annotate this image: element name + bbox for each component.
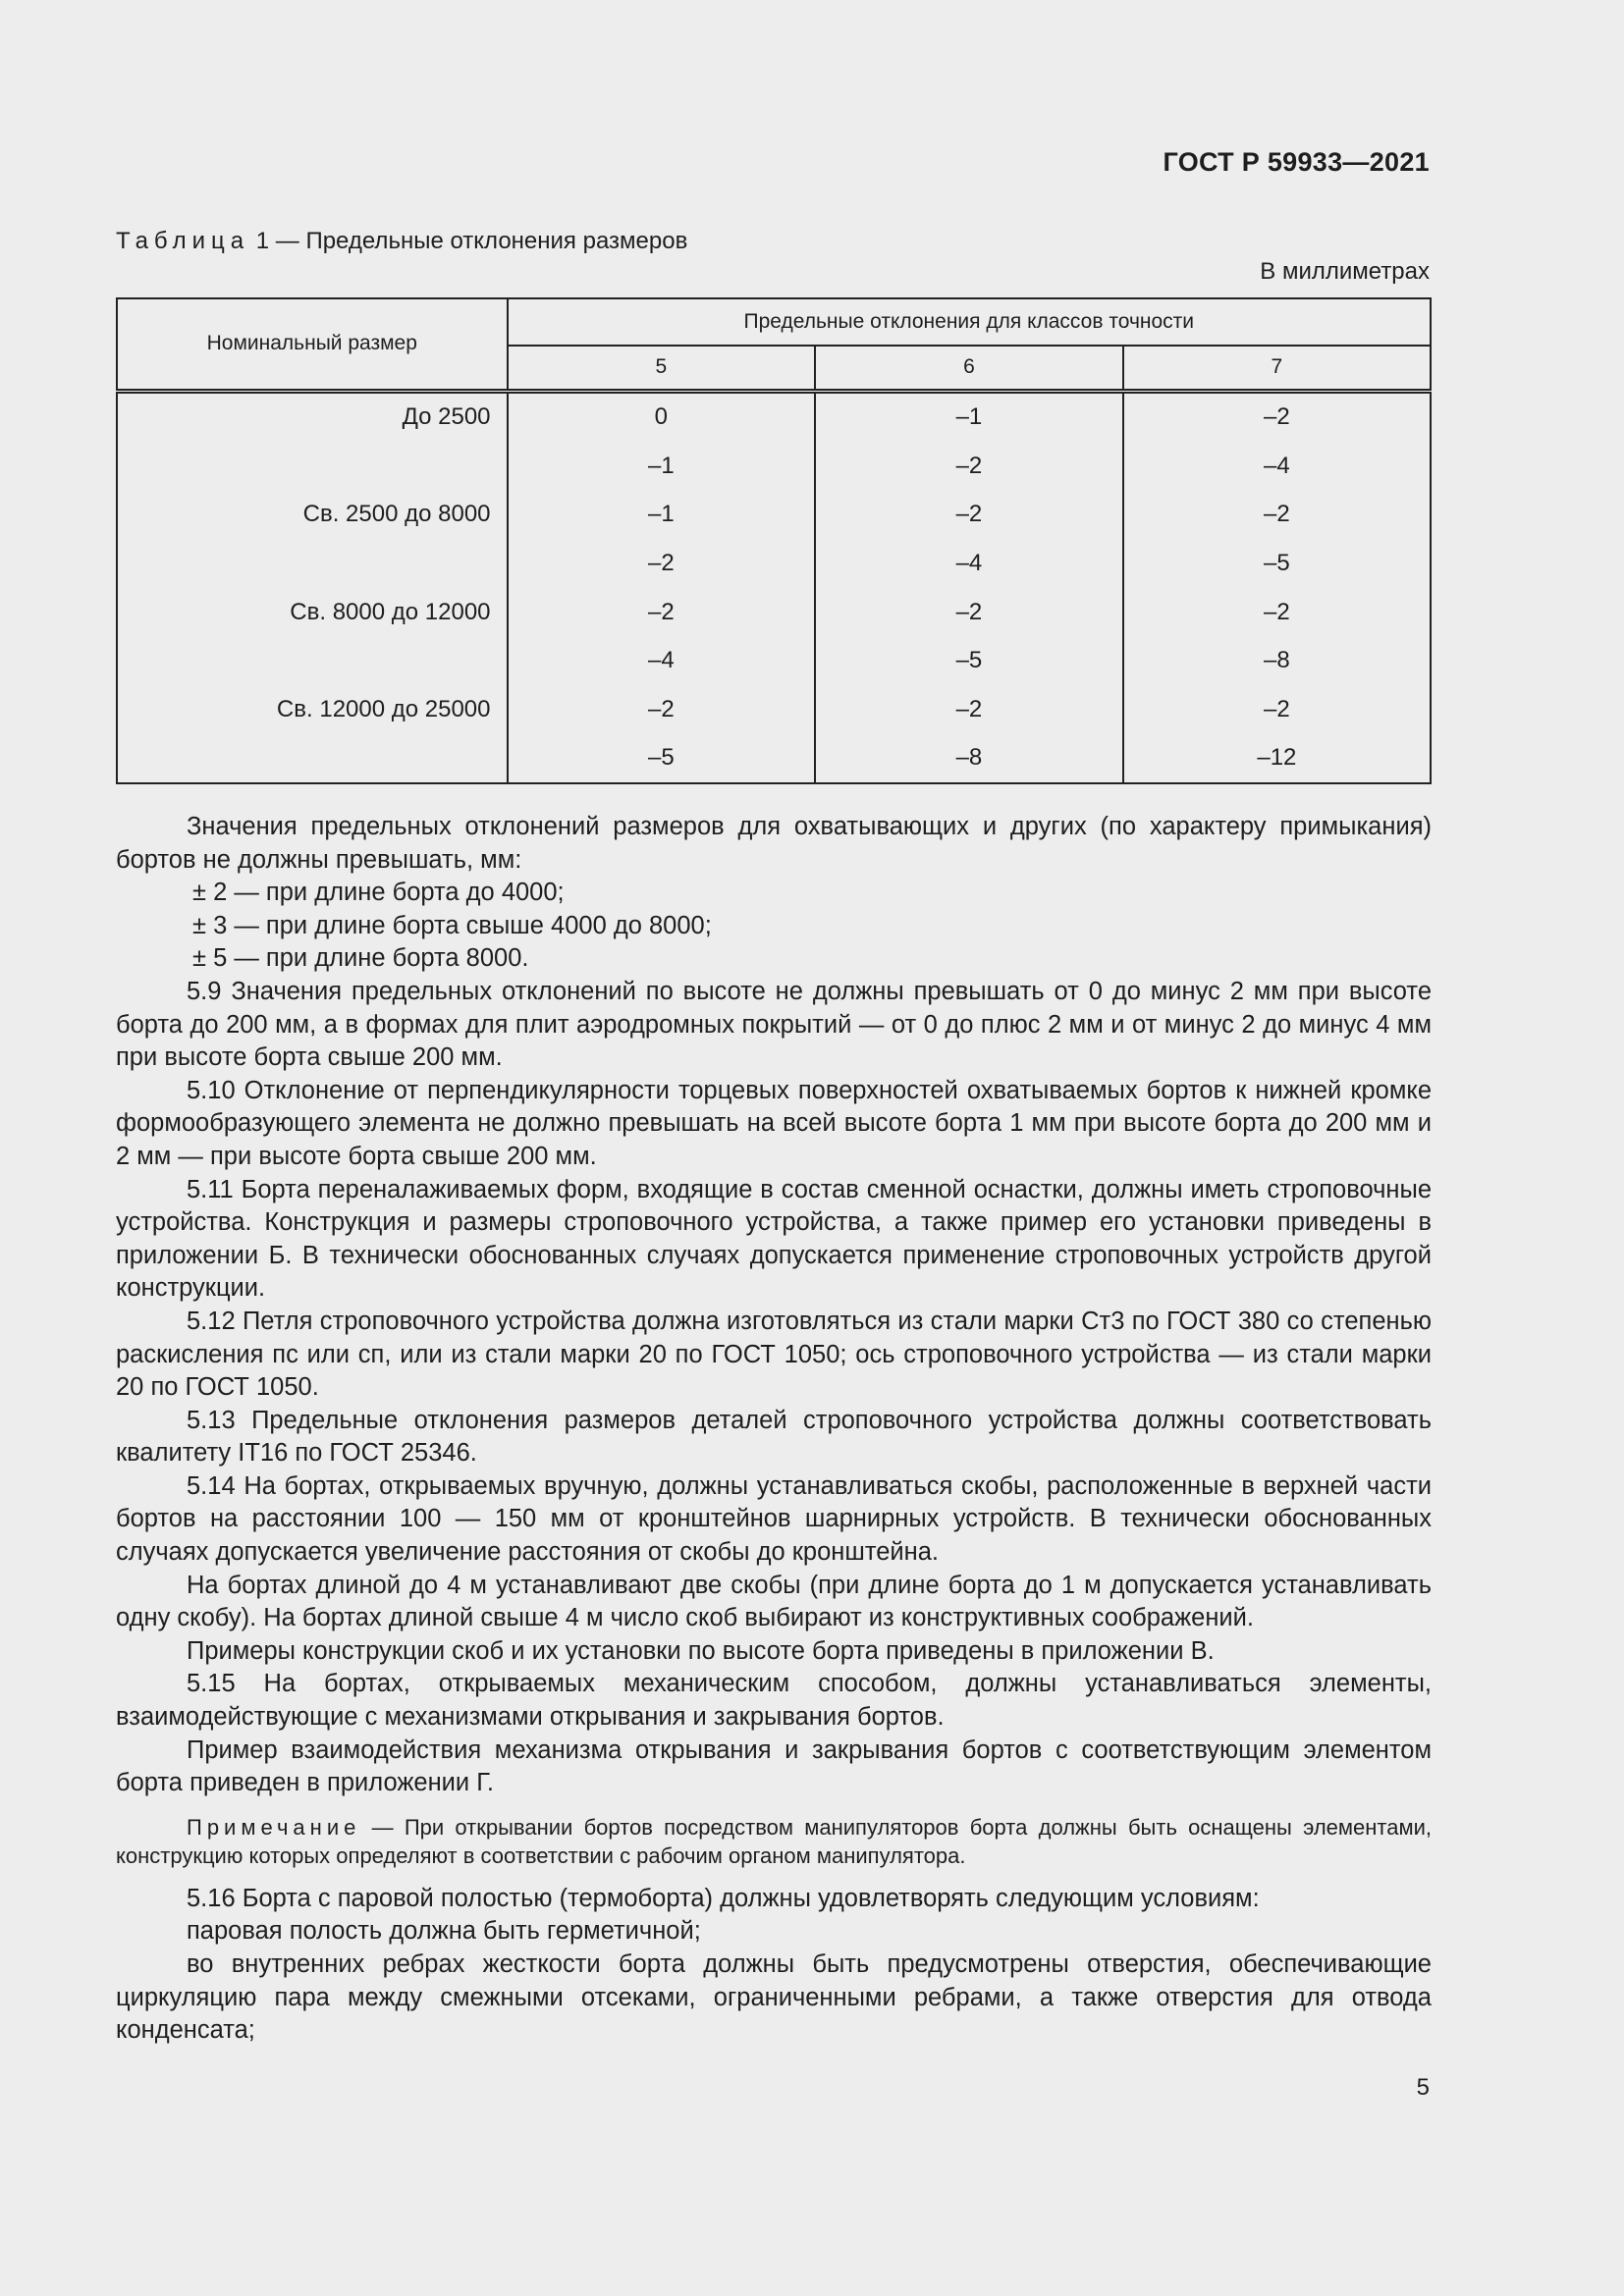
nominal-size-cell: [117, 539, 508, 588]
table-row: [117, 685, 1431, 734]
class-5-cell: –4: [508, 636, 816, 685]
table-caption-label: Таблица: [116, 228, 250, 254]
list-item: ± 2 — при длине борта до 4000;: [192, 879, 565, 907]
class-7-cell: –8: [1123, 636, 1431, 685]
column-header-class-5: 5: [508, 346, 816, 391]
table-row: [117, 391, 1431, 442]
clause-5-11: 5.11 Борта переналаживаемых форм, входящие в состав сменной оснастки, должны иметь строповочные устройства. Конструкция и размеры строповочного устройства, а также пример его установки приведены в приложении Б. В технически обоснованных случаях допускается применение строповочных устройств другой конструкции.: [116, 1175, 1432, 1303]
class-6-cell: –2: [815, 491, 1123, 540]
table-units: В миллиметрах: [1260, 258, 1430, 285]
column-header-class-7: 7: [1123, 346, 1431, 391]
deviation-table: [116, 297, 1432, 784]
table-row: [117, 734, 1431, 784]
clause-5-9: 5.9 Значения предельных отклонений по высоте не должны превышать от 0 до минус 2 мм при высоте борта до 200 мм, а в формах для плит аэродромных покрытий — от 0 до плюс 2 мм и от минус 2 до минус 4 мм при высоте борта свыше 200 мм.: [116, 977, 1432, 1072]
nominal-size-cell: [117, 734, 508, 784]
class-6-cell: –2: [815, 588, 1123, 637]
clause-5-10: 5.10 Отклонение от перпендикулярности торцевых поверхностей охватываемых бортов к нижней кромке формообразующего элемента не должно превышать на всей высоте борта 1 мм при высоте борта до 200 мм и 2 мм — при высоте борта свыше 200 мм.: [116, 1076, 1432, 1170]
table-caption: [116, 228, 687, 255]
class-6-cell: –2: [815, 442, 1123, 491]
class-7-cell: –2: [1123, 685, 1431, 734]
list-item: ± 3 — при длине борта свыше 4000 до 8000;: [192, 911, 712, 939]
table-row: [117, 588, 1431, 637]
page-number: 5: [1416, 2074, 1430, 2101]
standard-code: ГОСТ Р 59933—2021: [1163, 147, 1430, 177]
clause-5-16-condition-1: паровая полость должна быть герметичной;: [187, 1917, 701, 1946]
class-6-cell: –5: [815, 636, 1123, 685]
note: [116, 1813, 1432, 1870]
class-7-cell: –12: [1123, 734, 1431, 784]
class-6-cell: –4: [815, 539, 1123, 588]
class-5-cell: 0: [508, 391, 816, 442]
class-5-cell: –1: [508, 442, 816, 491]
table-row: [117, 491, 1431, 540]
clause-5-15: 5.15 На бортах, открываемых механическим способом, должны устанавливаться элементы, взаимодействующие с механизмами открывания и закрывания бортов.: [116, 1670, 1432, 1732]
class-7-cell: –2: [1123, 588, 1431, 637]
class-7-cell: –5: [1123, 539, 1431, 588]
clause-5-14-continued: На бортах длиной до 4 м устанавливают две скобы (при длине борта до 1 м допускается устанавливать одну скобу). На бортах длиной свыше 4 м число скоб выбирают из конструктивных соображений.: [116, 1571, 1432, 1632]
clause-5-16-condition-2: во внутренних ребрах жесткости борта должны быть предусмотрены отверстия, обеспечивающие циркуляцию пара между смежными отсеками, ограниченными ребрами, а также отверстия для отвода конденсата;: [116, 1950, 1432, 2045]
column-header-deviation-group: Предельные отклонения для классов точности: [508, 298, 1431, 346]
column-header-nominal-size: Номинальный размер: [117, 298, 508, 391]
column-header-class-6: 6: [815, 346, 1123, 391]
list-item: ± 5 — при длине борта 8000.: [192, 944, 529, 973]
class-5-cell: –2: [508, 588, 816, 637]
nominal-size-cell: Св. 8000 до 12000: [117, 588, 508, 637]
class-5-cell: –5: [508, 734, 816, 784]
table-caption-text: 1 — Предельные отклонения размеров: [249, 228, 688, 254]
nominal-size-cell: Св. 2500 до 8000: [117, 491, 508, 540]
class-7-cell: –2: [1123, 491, 1431, 540]
table-row: [117, 636, 1431, 685]
clause-5-16: 5.16 Борта с паровой полостью (термоборта) должны удовлетворять следующим условиям:: [187, 1884, 1260, 1912]
nominal-size-cell: До 2500: [117, 391, 508, 442]
clause-5-14: 5.14 На бортах, открываемых вручную, должны устанавливаться скобы, расположенные в верхней части бортов на расстоянии 100 — 150 мм от кронштейнов шарнирных устройств. В технически обоснованных случаях допускается увеличение расстояния от скобы до кронштейна.: [116, 1471, 1432, 1567]
class-6-cell: –1: [815, 391, 1123, 442]
nominal-size-cell: [117, 636, 508, 685]
table-row: [117, 442, 1431, 491]
class-5-cell: –1: [508, 491, 816, 540]
class-5-cell: –2: [508, 685, 816, 734]
class-6-cell: –8: [815, 734, 1123, 784]
clause-5-13: 5.13 Предельные отклонения размеров деталей строповочного устройства должны соответствовать квалитету IT16 по ГОСТ 25346.: [116, 1406, 1432, 1468]
note-text: — При открывании бортов посредством манипуляторов борта должны быть оснащены элементами, конструкцию которых определяют в соответствии с рабочим органом манипулятора.: [116, 1814, 1432, 1868]
body-text: [116, 811, 1432, 2048]
clause-5-12: 5.12 Петля строповочного устройства должна изготовляться из стали марки Ст3 по ГОСТ 380 со степенью раскисления пс или сп, или из стали марки 20 по ГОСТ 1050; ось строповочного устройства — из стали марки 20 по ГОСТ 1050.: [116, 1307, 1432, 1402]
note-label: Примечание: [187, 1814, 361, 1840]
clause-5-15-example: Пример взаимодействия механизма открывания и закрывания бортов с соответствующим элементом борта приведен в приложении Г.: [116, 1735, 1432, 1797]
clause-5-14-examples: Примеры конструкции скоб и их установки по высоте борта приведены в приложении В.: [187, 1636, 1215, 1665]
class-7-cell: –4: [1123, 442, 1431, 491]
class-6-cell: –2: [815, 685, 1123, 734]
nominal-size-cell: [117, 442, 508, 491]
class-7-cell: –2: [1123, 391, 1431, 442]
nominal-size-cell: Св. 12000 до 25000: [117, 685, 508, 734]
table-row: [117, 539, 1431, 588]
class-5-cell: –2: [508, 539, 816, 588]
paragraph-deviation-limits: Значения предельных отклонений размеров для охватывающих и других (по характеру примыкания) бортов не должны превышать, мм:: [116, 813, 1432, 874]
